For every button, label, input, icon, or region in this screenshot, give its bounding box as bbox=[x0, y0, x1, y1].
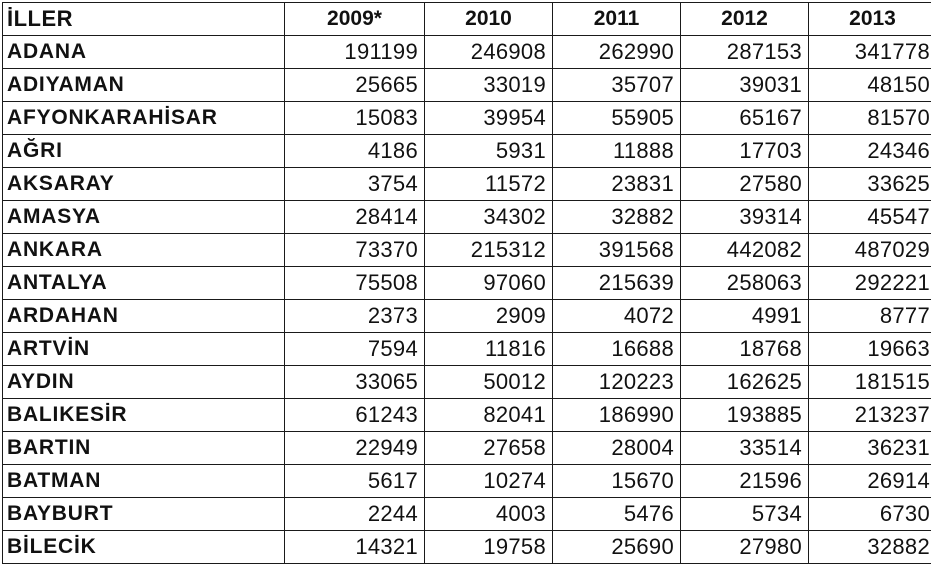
table-row bbox=[3, 201, 931, 234]
value-cell: 215312 bbox=[425, 234, 553, 267]
province-name-cell: AMASYA bbox=[3, 201, 285, 234]
table-row bbox=[3, 234, 931, 267]
value-cell: 45547 bbox=[809, 201, 931, 234]
value-cell: 191199 bbox=[285, 36, 425, 69]
value-cell: 15670 bbox=[553, 465, 681, 498]
value-cell: 19758 bbox=[425, 531, 553, 564]
value-cell: 39314 bbox=[681, 201, 809, 234]
header-year-2013: 2013 bbox=[809, 3, 931, 36]
province-name-cell: BARTIN bbox=[3, 432, 285, 465]
value-cell: 17703 bbox=[681, 135, 809, 168]
value-cell: 27980 bbox=[681, 531, 809, 564]
value-cell: 2373 bbox=[285, 300, 425, 333]
value-cell: 33065 bbox=[285, 366, 425, 399]
value-cell: 11572 bbox=[425, 168, 553, 201]
value-cell: 32882 bbox=[553, 201, 681, 234]
value-cell: 181515 bbox=[809, 366, 931, 399]
table-row bbox=[3, 102, 931, 135]
header-year-2010: 2010 bbox=[425, 3, 553, 36]
value-cell: 18768 bbox=[681, 333, 809, 366]
value-cell: 11816 bbox=[425, 333, 553, 366]
value-cell: 19663 bbox=[809, 333, 931, 366]
value-cell: 48150 bbox=[809, 69, 931, 102]
province-name-cell: AYDIN bbox=[3, 366, 285, 399]
province-name-cell: BAYBURT bbox=[3, 498, 285, 531]
value-cell: 32882 bbox=[809, 531, 931, 564]
value-cell: 23831 bbox=[553, 168, 681, 201]
value-cell: 28414 bbox=[285, 201, 425, 234]
value-cell: 75508 bbox=[285, 267, 425, 300]
value-cell: 61243 bbox=[285, 399, 425, 432]
header-row bbox=[3, 3, 931, 36]
value-cell: 287153 bbox=[681, 36, 809, 69]
table-row bbox=[3, 135, 931, 168]
value-cell: 5617 bbox=[285, 465, 425, 498]
value-cell: 27580 bbox=[681, 168, 809, 201]
header-year-2011: 2011 bbox=[553, 3, 681, 36]
value-cell: 26914 bbox=[809, 465, 931, 498]
value-cell: 4072 bbox=[553, 300, 681, 333]
value-cell: 39954 bbox=[425, 102, 553, 135]
province-data-table bbox=[2, 2, 931, 564]
province-name-cell: ADANA bbox=[3, 36, 285, 69]
value-cell: 33514 bbox=[681, 432, 809, 465]
value-cell: 258063 bbox=[681, 267, 809, 300]
province-name-cell: AKSARAY bbox=[3, 168, 285, 201]
value-cell: 36231 bbox=[809, 432, 931, 465]
value-cell: 4186 bbox=[285, 135, 425, 168]
value-cell: 97060 bbox=[425, 267, 553, 300]
value-cell: 4003 bbox=[425, 498, 553, 531]
value-cell: 120223 bbox=[553, 366, 681, 399]
value-cell: 35707 bbox=[553, 69, 681, 102]
value-cell: 33019 bbox=[425, 69, 553, 102]
table-row bbox=[3, 333, 931, 366]
value-cell: 262990 bbox=[553, 36, 681, 69]
value-cell: 22949 bbox=[285, 432, 425, 465]
header-year-2009: 2009* bbox=[285, 3, 425, 36]
value-cell: 2909 bbox=[425, 300, 553, 333]
table-row bbox=[3, 300, 931, 333]
table-row bbox=[3, 399, 931, 432]
table-row bbox=[3, 531, 931, 564]
province-name-cell: ADIYAMAN bbox=[3, 69, 285, 102]
province-name-cell: AFYONKARAHİSAR bbox=[3, 102, 285, 135]
value-cell: 215639 bbox=[553, 267, 681, 300]
value-cell: 193885 bbox=[681, 399, 809, 432]
value-cell: 341778 bbox=[809, 36, 931, 69]
value-cell: 25665 bbox=[285, 69, 425, 102]
value-cell: 50012 bbox=[425, 366, 553, 399]
value-cell: 11888 bbox=[553, 135, 681, 168]
value-cell: 8777 bbox=[809, 300, 931, 333]
value-cell: 21596 bbox=[681, 465, 809, 498]
value-cell: 28004 bbox=[553, 432, 681, 465]
value-cell: 39031 bbox=[681, 69, 809, 102]
value-cell: 5931 bbox=[425, 135, 553, 168]
value-cell: 73370 bbox=[285, 234, 425, 267]
table-row bbox=[3, 432, 931, 465]
value-cell: 4991 bbox=[681, 300, 809, 333]
value-cell: 81570 bbox=[809, 102, 931, 135]
value-cell: 7594 bbox=[285, 333, 425, 366]
value-cell: 487029 bbox=[809, 234, 931, 267]
province-name-cell: BATMAN bbox=[3, 465, 285, 498]
value-cell: 15083 bbox=[285, 102, 425, 135]
value-cell: 27658 bbox=[425, 432, 553, 465]
value-cell: 5734 bbox=[681, 498, 809, 531]
value-cell: 292221 bbox=[809, 267, 931, 300]
province-name-cell: ANTALYA bbox=[3, 267, 285, 300]
table-row bbox=[3, 366, 931, 399]
province-name-cell: ARDAHAN bbox=[3, 300, 285, 333]
table-row bbox=[3, 36, 931, 69]
province-name-cell: AĞRI bbox=[3, 135, 285, 168]
value-cell: 162625 bbox=[681, 366, 809, 399]
value-cell: 55905 bbox=[553, 102, 681, 135]
value-cell: 14321 bbox=[285, 531, 425, 564]
value-cell: 6730 bbox=[809, 498, 931, 531]
table-row bbox=[3, 465, 931, 498]
value-cell: 246908 bbox=[425, 36, 553, 69]
value-cell: 25690 bbox=[553, 531, 681, 564]
province-name-cell: ARTVİN bbox=[3, 333, 285, 366]
value-cell: 24346 bbox=[809, 135, 931, 168]
value-cell: 16688 bbox=[553, 333, 681, 366]
value-cell: 391568 bbox=[553, 234, 681, 267]
value-cell: 65167 bbox=[681, 102, 809, 135]
table-row bbox=[3, 498, 931, 531]
value-cell: 82041 bbox=[425, 399, 553, 432]
province-name-cell: ANKARA bbox=[3, 234, 285, 267]
header-year-2012: 2012 bbox=[681, 3, 809, 36]
province-name-cell: BALIKESİR bbox=[3, 399, 285, 432]
value-cell: 5476 bbox=[553, 498, 681, 531]
value-cell: 186990 bbox=[553, 399, 681, 432]
value-cell: 33625 bbox=[809, 168, 931, 201]
value-cell: 2244 bbox=[285, 498, 425, 531]
value-cell: 213237 bbox=[809, 399, 931, 432]
value-cell: 10274 bbox=[425, 465, 553, 498]
value-cell: 3754 bbox=[285, 168, 425, 201]
table-row bbox=[3, 69, 931, 102]
header-provinces: İLLER bbox=[3, 3, 285, 36]
table-row bbox=[3, 267, 931, 300]
table-row bbox=[3, 168, 931, 201]
value-cell: 34302 bbox=[425, 201, 553, 234]
province-name-cell: BİLECİK bbox=[3, 531, 285, 564]
value-cell: 442082 bbox=[681, 234, 809, 267]
